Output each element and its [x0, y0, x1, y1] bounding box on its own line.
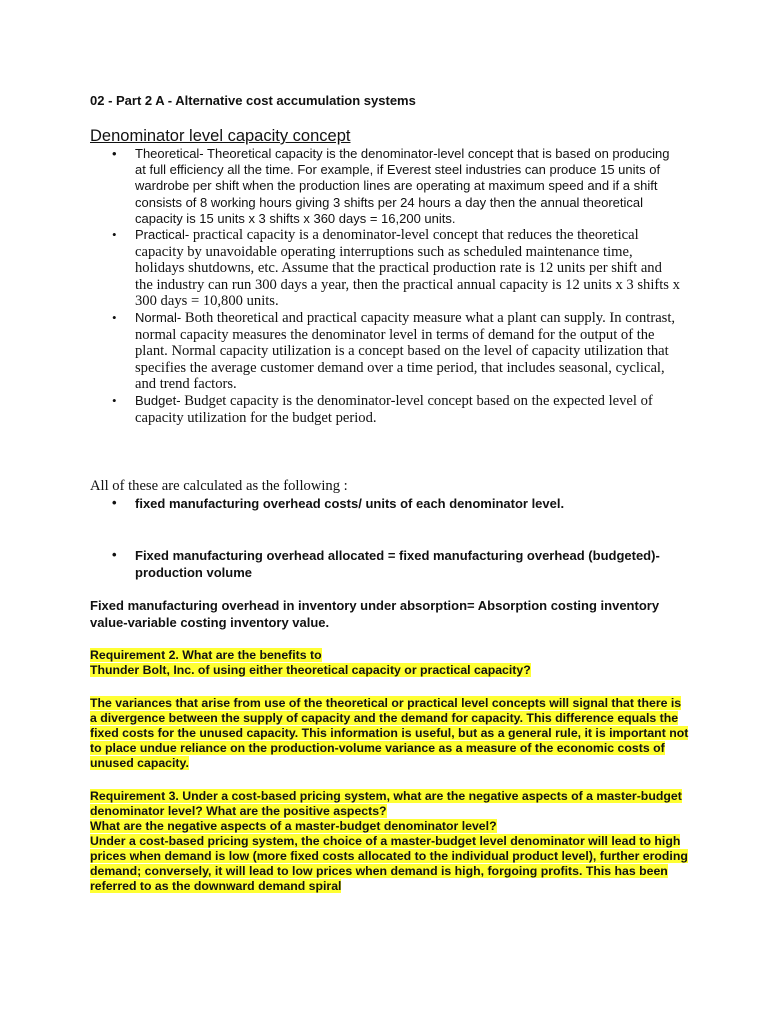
item-text: Theoretical capacity is the denominator-level concept that is based on producing at full efficiency all the time. For example, if Everest steel industries can produce 15 units of wardrobe per shift when the production lines are operating at maximum speed and if a shift consists of 8 working hours giving 3 shifts per 24 hours a day then the annual theoretical capacity is 15 units x 3 shifts x 360 days = 16,200 units. — [135, 146, 670, 226]
answer-2-text: The variances that arise from use of the theoretical or practical level concepts will signal that there is a divergence between the supply of capacity and the demand for capacity. This difference equals the fixed costs for the unused capacity. This information is useful, but as a general rule, it is important not to place undue reliance on the production-volume variance as a measure of the economic costs of unused capacity. — [90, 696, 689, 770]
answer-3-text: Under a cost-based pricing system, the choice of a master-budget level denominator will lead to high prices when demand is low (more fixed costs allocated to the individual product level), further eroding demand; conversely, it will lead to low prices when demand is high, forgoing profits. This has been referred to as the downward demand spiral — [90, 834, 688, 893]
list-item-calculation — [90, 547, 680, 581]
requirement-3 — [90, 789, 690, 894]
item-lead: Normal- — [135, 309, 182, 325]
calculation-intro: All of these are calculated as the following : — [90, 478, 348, 494]
capacity-concept-list — [90, 146, 680, 426]
requirement-3-text: Requirement 3. Under a cost-based pricing system, what are the negative aspects of a master-budget denominator level? What are the positive aspects? — [90, 789, 682, 818]
bullet-icon: • — [112, 146, 117, 161]
calculation-list-2 — [90, 547, 680, 581]
item-lead: Practical- — [135, 227, 190, 243]
requirement-2-line-1: Requirement 2. What are the benefits to — [90, 648, 322, 662]
requirement-3-question: What are the negative aspects of a master-budget denominator level? — [90, 819, 497, 833]
list-item-normal — [90, 310, 680, 393]
bullet-icon: • — [112, 227, 117, 243]
list-item-theoretical — [90, 146, 680, 227]
requirement-2-line-2: Thunder Bolt, Inc. of using either theoretical capacity or practical capacity? — [90, 663, 531, 677]
item-lead: Budget- — [135, 392, 181, 408]
list-item-calculation — [90, 495, 680, 512]
bullet-icon: • — [112, 309, 117, 325]
item-lead: Theoretical- — [135, 146, 204, 161]
bullet-icon: • — [112, 547, 117, 562]
item-text: Budget capacity is the denominator-level concept based on the expected level of capacity utilization for the budget period. — [135, 392, 653, 426]
item-text: fixed manufacturing overhead costs/ units of each denominator level. — [135, 496, 565, 511]
item-text: Fixed manufacturing overhead allocated = fixed manufacturing overhead (budgeted)-production volume — [135, 548, 660, 580]
list-item-budget — [90, 393, 680, 426]
bullet-icon: • — [112, 392, 117, 408]
list-item-practical — [90, 227, 680, 310]
answer-2 — [90, 696, 690, 771]
item-text: Both theoretical and practical capacity measure what a plant can supply. In contrast, normal capacity measures the denominator level in terms of demand for the output of the plant. Normal capacity utilization is a concept based on the level of capacity utilization that specifies the average customer demand over a time period, that includes seasonal, cyclical, and trend factors. — [135, 309, 676, 393]
document-title: 02 - Part 2 A - Alternative cost accumulation systems — [90, 93, 416, 108]
calculation-list-1 — [90, 495, 680, 512]
section-heading: Denominator level capacity concept — [90, 127, 351, 145]
absorption-paragraph: Fixed manufacturing overhead in inventory under absorption= Absorption costing inventory value-variable costing inventory value. — [90, 598, 660, 630]
requirement-2 — [90, 648, 690, 678]
item-text: practical capacity is a denominator-level concept that reduces the theoretical capacity by unavoidable operating interruptions such as scheduled maintenance time, holidays shutdowns, etc. Assume that the practical production rate is 12 units per shift and the industry can run 300 days a year, then the practical annual capacity is 12 units x 3 shifts x 300 days = 10,800 units. — [135, 227, 680, 310]
bullet-icon: • — [112, 495, 117, 510]
